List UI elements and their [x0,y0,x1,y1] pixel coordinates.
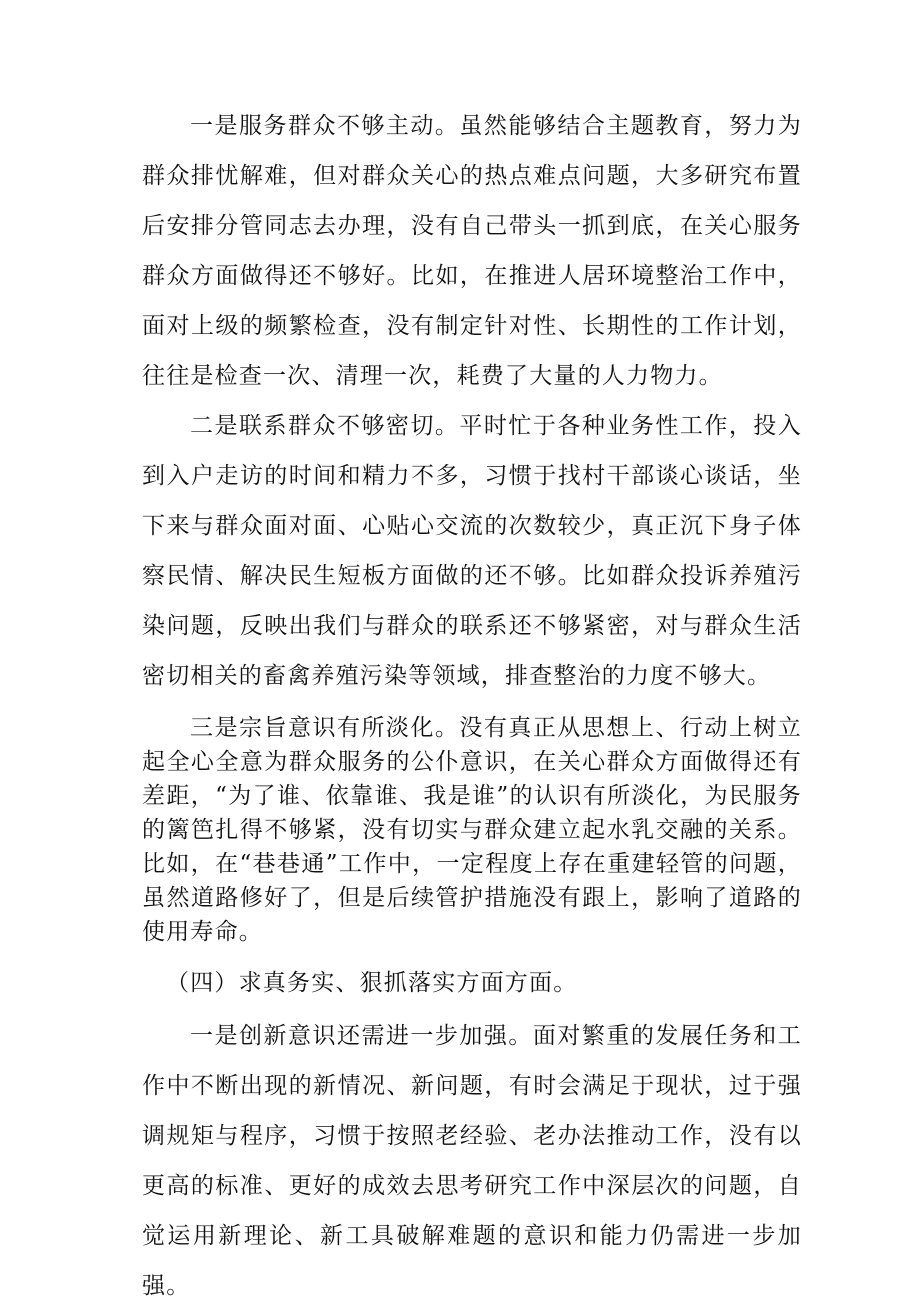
document-body [142,101,802,1311]
paragraph-purpose-awareness: 三是宗旨意识有所淡化。没有真正从思想上、行动上树立起全心全意为群众服务的公仆意识，在关心群众方面做得还有差距，“为了谁、依靠谁、我是谁”的认识有所淡化，为民服务的篱笆扎得不够紧，没有切实与群众建立起水乳交融的关系。比如，在“巷巷通”工作中，一定程度上存在重建轻管的问题，虽然道路修好了，但是后续管护措施没有跟上，影响了道路的使用寿命。 [142,715,802,945]
paragraph-innovation-awareness: 一是创新意识还需进一步加强。面对繁重的发展任务和工作中不断出现的新情况、新问题，有时会满足于现状，过于强调规矩与程序，习惯于按照老经验、老办法推动工作，没有以更高的标准、更好的成效去思考研究工作中深层次的问题，自觉运用新理论、新工具破解难题的意识和能力仍需进一步加强。 [142,1023,802,1299]
section-heading-four: （四）求真务实、狠抓落实方面方面。 [166,970,578,996]
paragraph-contact-masses: 二是联系群众不够密切。平时忙于各种业务性工作，投入到入户走访的时间和精力不多，习惯于找村干部谈心谈话，坐下来与群众面对面、心贴心交流的次数较少，真正沉下身子体察民情、解决民生短板方面做的还不够。比如群众投诉养殖污染问题，反映出我们与群众的联系还不够紧密，对与群众生活密切相关的畜禽养殖污染等领域，排查整治的力度不够大。 [142,413,802,689]
paragraph-service-masses: 一是服务群众不够主动。虽然能够结合主题教育，努力为群众排忧解难，但对群众关心的热点难点问题，大多研究布置后安排分管同志去办理，没有自己带头一抓到底，在关心服务群众方面做得还不够好。比如，在推进人居环境整治工作中，面对上级的频繁检查，没有制定针对性、长期性的工作计划，往往是检查一次、清理一次，耗费了大量的人力物力。 [142,113,802,389]
